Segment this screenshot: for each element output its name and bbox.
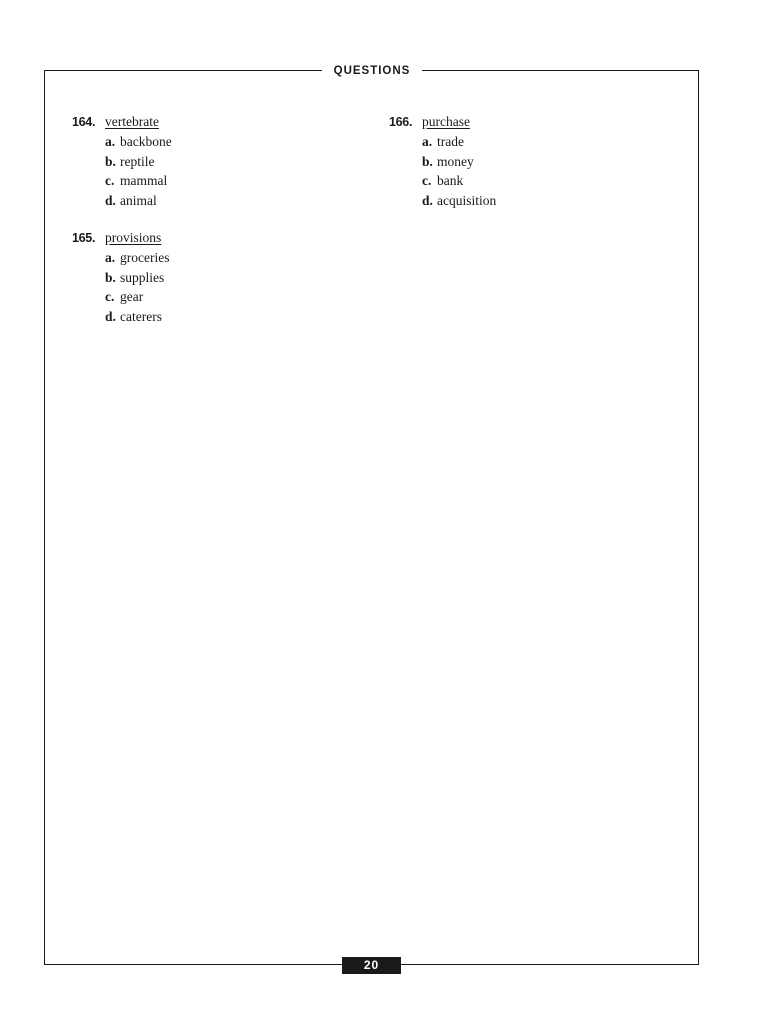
question-word: vertebrate xyxy=(105,114,159,129)
choice-letter: a. xyxy=(105,250,116,265)
choice-text: caterers xyxy=(120,308,162,324)
choice-text: animal xyxy=(120,192,157,208)
choice-text: backbone xyxy=(120,134,172,149)
choice-letter: d. xyxy=(105,192,116,208)
choice-text: money xyxy=(437,153,474,169)
choice-letter: a. xyxy=(422,134,433,149)
choice-text: gear xyxy=(120,289,144,304)
choice-letter: d. xyxy=(105,308,116,324)
choice-text: trade xyxy=(437,134,464,149)
question-word: purchase xyxy=(422,114,470,129)
choice-text: acquisition xyxy=(437,192,497,208)
question-number: 166. xyxy=(389,115,413,129)
choice-text: groceries xyxy=(120,250,170,265)
choice-letter: b. xyxy=(105,269,116,285)
choice-letter: a. xyxy=(105,134,116,149)
choice-text: bank xyxy=(437,173,464,188)
choice-letter: c. xyxy=(422,173,432,188)
choice-letter: c. xyxy=(105,173,115,188)
choice-letter: c. xyxy=(105,289,115,304)
question-word: provisions xyxy=(105,230,162,245)
choice-letter: d. xyxy=(422,192,433,208)
page-number: 20 xyxy=(342,957,401,974)
section-header: QUESTIONS xyxy=(322,63,422,79)
choice-text: reptile xyxy=(120,153,155,169)
choice-text: supplies xyxy=(120,269,165,285)
choice-letter: b. xyxy=(105,153,116,169)
question-number: 164. xyxy=(72,115,96,129)
choice-letter: b. xyxy=(422,153,433,169)
question-number: 165. xyxy=(72,231,96,245)
choice-text: mammal xyxy=(120,173,168,188)
